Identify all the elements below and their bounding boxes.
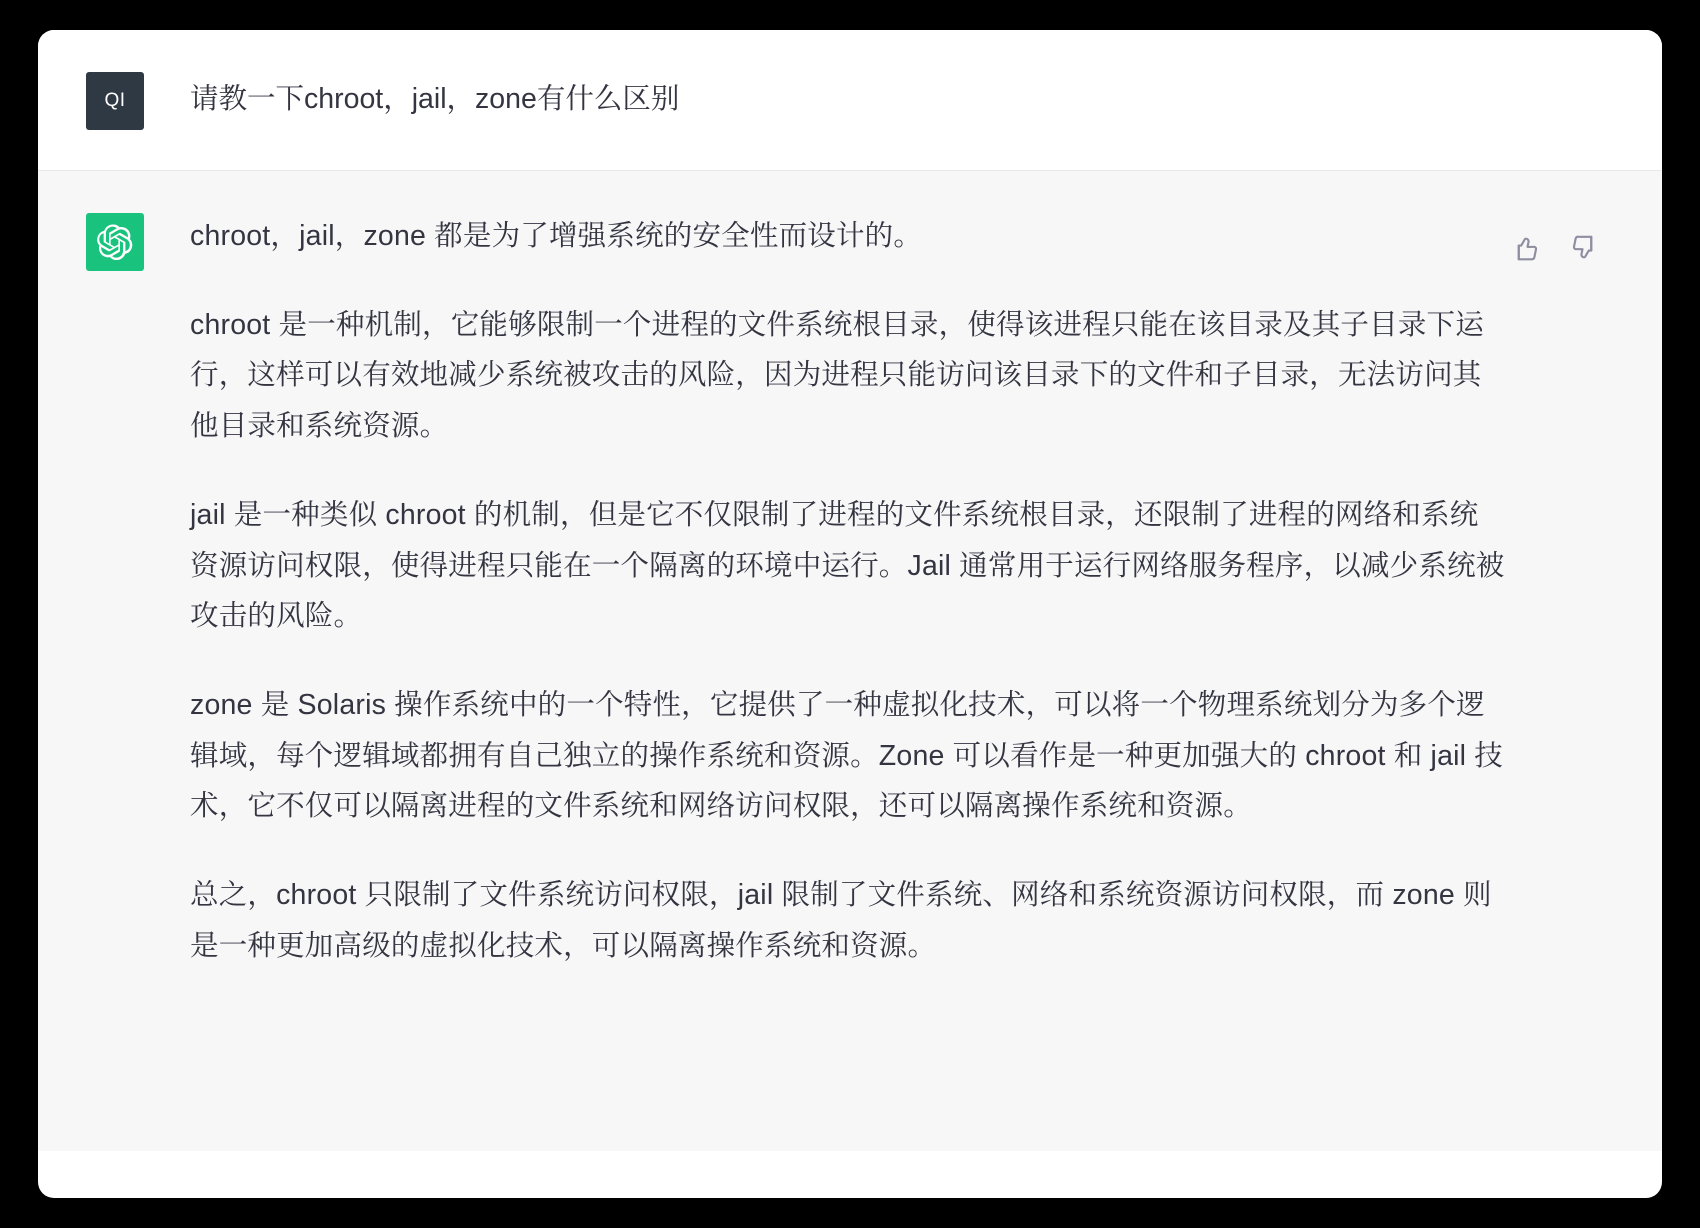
conversation-card: [38, 30, 1662, 1198]
assistant-message-row: [38, 171, 1662, 1151]
assistant-paragraph-1: chroot，jail，zone 都是为了增强系统的安全性而设计的。: [190, 220, 923, 252]
user-message-text: 请教一下chroot，jail，zone有什么区别: [190, 83, 680, 115]
user-message-row: [38, 30, 1662, 171]
openai-logo-icon: [97, 224, 133, 260]
avatar-user: [86, 72, 144, 130]
assistant-message-content: [190, 211, 1506, 972]
avatar-assistant: [86, 213, 144, 271]
assistant-paragraph-4: zone 是 Solaris 操作系统中的一个特性，它提供了一种虚拟化技术，可以将一个物理系统划分为多个逻辑域，每个逻辑域都拥有自己独立的操作系统和资源。Zone 可以看作是一种更加强大的 chroot 和 jail 技术，它不仅可以隔离进程的文件系统和网络访问权限，还可以隔离操作系统和资源。: [190, 689, 1504, 823]
feedback-controls: [1508, 231, 1602, 265]
avatar-user-initials: QI: [104, 90, 126, 111]
thumb-down-icon[interactable]: [1568, 231, 1602, 265]
assistant-paragraph-3: jail 是一种类似 chroot 的机制，但是它不仅限制了进程的文件系统根目录，还限制了进程的网络和系统资源访问权限，使得进程只能在一个隔离的环境中运行。Jail 通常用于运行网络服务程序，以减少系统被攻击的风险。: [190, 498, 1505, 633]
thumb-up-icon[interactable]: [1508, 231, 1542, 265]
assistant-paragraph-2: chroot 是一种机制，它能够限制一个进程的文件系统根目录，使得该进程只能在该目录及其子目录下运行，这样可以有效地减少系统被攻击的风险，因为进程只能访问该目录下的文件和子目录，无法访问其他目录和系统资源。: [190, 308, 1484, 443]
assistant-paragraph-5: 总之，chroot 只限制了文件系统访问权限，jail 限制了文件系统、网络和系统资源访问权限，而 zone 则是一种更加高级的虚拟化技术，可以隔离操作系统和资源。: [190, 879, 1492, 962]
